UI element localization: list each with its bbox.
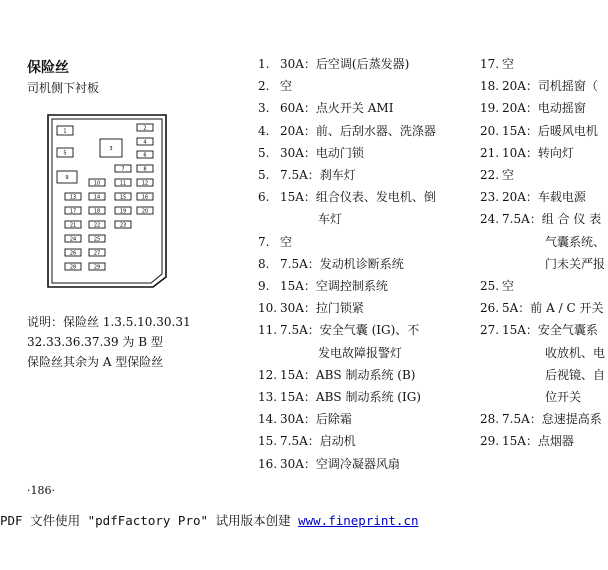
fuse-number: 18. <box>480 79 500 94</box>
fuse-description: 7.5A：刹车灯 <box>280 168 356 182</box>
fuse-list-item <box>318 210 342 227</box>
fuse-description: 20A：前、后刮水器、洗涤器 <box>280 123 436 138</box>
fuse-description: 车灯 <box>318 212 343 227</box>
fuse-slot-label: 26 <box>69 250 77 257</box>
fuse-slot-label: 18 <box>93 208 101 215</box>
fuse-number: 20. <box>480 123 500 138</box>
fuse-list-item <box>480 410 602 427</box>
footer-text: PDF 文件使用 "pdfFactory Pro" 试用版本创建 <box>0 513 299 528</box>
fuse-slot-label: 29 <box>93 264 101 271</box>
fuse-description: 收放机、电 <box>545 345 606 360</box>
fuse-list-item <box>480 144 574 161</box>
fuse-number: 10. <box>258 301 278 316</box>
fuse-list-item <box>258 255 404 272</box>
fuse-box-diagram <box>45 112 170 290</box>
fuse-description: 门未关严报 <box>545 256 606 271</box>
fuse-list-item <box>480 122 598 139</box>
fuse-description: 15A：安全气囊系 <box>502 323 598 338</box>
fuse-slot-label: 23 <box>119 222 127 229</box>
fuse-number: 8. <box>258 256 270 271</box>
fuse-slot-label: 6 <box>143 152 147 159</box>
fuse-list-item <box>545 233 605 250</box>
page-subtitle: 司机侧下衬板 <box>27 81 100 95</box>
fuse-number: 12. <box>258 367 278 382</box>
fuse-description: 20A：车载电源 <box>502 190 586 205</box>
fuse-slot-label: 19 <box>119 208 127 215</box>
fuse-slot-label: 2 <box>143 125 147 132</box>
fuse-list-item <box>258 321 419 338</box>
fuse-number: 23. <box>480 190 500 205</box>
fuse-list-item <box>480 77 598 94</box>
fuse-description: 15A：ABS 制动系统 (B) <box>280 367 416 382</box>
fuse-list-item <box>258 388 421 405</box>
fuse-list-item <box>258 432 356 449</box>
fuse-number: 15. <box>258 434 278 449</box>
fuse-number: 6. <box>258 190 270 205</box>
fuse-slot-label: 25 <box>93 236 101 243</box>
fuse-description: 空 <box>502 168 515 182</box>
fuse-list-item <box>258 144 364 161</box>
fuse-number: 22. <box>480 168 500 182</box>
page-title: 保险丝 <box>27 60 69 76</box>
fuse-slot-label: 3 <box>109 145 113 152</box>
fuse-description: 30A：拉门锁紧 <box>280 301 364 316</box>
fuse-description: 15A：后暖风电机 <box>502 123 598 138</box>
fuse-number: 3. <box>258 101 270 116</box>
fuse-slot-label: 22 <box>93 222 101 229</box>
fuse-number: 5. <box>258 145 270 160</box>
footer-link[interactable]: www.fineprint.cn <box>298 513 419 528</box>
fuse-slot-label: 24 <box>69 236 77 243</box>
fuse-list-item <box>318 344 402 361</box>
fuse-list-item <box>480 432 574 449</box>
page-number: ·186· <box>27 484 55 497</box>
fuse-description: 15A：组合仪表、发电机、倒 <box>280 190 436 205</box>
fuse-number: 11. <box>258 323 278 338</box>
fuse-description: 7.5A：启动机 <box>280 434 356 449</box>
fuse-slot-label: 9 <box>65 174 69 181</box>
fuse-list-item <box>258 166 356 183</box>
fuse-number: 24. <box>480 212 500 227</box>
fuse-number: 21. <box>480 145 500 160</box>
fuse-slot-label: 20 <box>141 208 149 215</box>
fuse-list-item <box>258 99 393 116</box>
fuse-list-item <box>545 388 581 405</box>
fuse-number: 29. <box>480 434 500 449</box>
fuse-description: 7.5A：发动机诊断系统 <box>280 256 404 271</box>
fuse-description: 5A：前 A / C 开关 <box>502 301 604 316</box>
fuse-number: 16. <box>258 456 278 471</box>
fuse-list-item <box>480 210 601 227</box>
fuse-description: 15A：ABS 制动系统 (IG) <box>280 390 421 404</box>
fuse-description: 空 <box>502 279 515 293</box>
note-line-1: 说明：保险丝 1.3.5.10.30.31 <box>27 315 191 329</box>
fuse-list-item <box>258 299 364 316</box>
fuse-list-item <box>258 188 436 205</box>
fuse-list-item <box>258 277 388 294</box>
fuse-list-item <box>545 344 605 361</box>
fuse-list-item <box>480 299 603 316</box>
fuse-description: 后视镜、自 <box>545 367 606 382</box>
fuse-description: 空 <box>280 79 293 94</box>
fuse-list-item <box>480 277 514 294</box>
fuse-list-item <box>545 366 605 383</box>
fuse-number: 2. <box>258 79 270 94</box>
fuse-list-item <box>258 55 409 72</box>
pdf-footer <box>0 511 419 529</box>
fuse-description: 30A：后空调(后蒸发器) <box>280 57 410 71</box>
fuse-slot-label: 1 <box>63 128 67 135</box>
fuse-slot-label: 13 <box>69 194 77 201</box>
fuse-description: 15A：空调控制系统 <box>280 279 388 293</box>
fuse-description: 7.5A：安全气囊 (IG)、不 <box>280 323 420 338</box>
fuse-slot-label: 21 <box>69 222 77 229</box>
fuse-description: 7.5A：组 合 仪 表 <box>502 212 602 227</box>
fuse-slot-label: 28 <box>69 264 77 271</box>
note-line-2: 32.33.36.37.39 为 B 型 <box>27 335 163 349</box>
fuse-slot-label: 7 <box>121 166 125 173</box>
fuse-description: 7.5A：怠速提高系 <box>502 412 602 427</box>
fuse-number: 5. <box>258 168 270 182</box>
fuse-description: 气囊系统、 <box>545 234 606 249</box>
fuse-slot-label: 11 <box>119 180 127 187</box>
fuse-slot-label: 12 <box>141 180 149 187</box>
fuse-slot-label: 4 <box>143 139 147 146</box>
fuse-number: 27. <box>480 323 500 338</box>
fuse-number: 25. <box>480 279 500 293</box>
fuse-description: 20A：司机摇窗（ <box>502 79 598 94</box>
fuse-description: 30A：电动门锁 <box>280 145 364 160</box>
fuse-number: 19. <box>480 101 500 116</box>
fuse-list-item <box>258 455 400 472</box>
fuse-description: 位开关 <box>545 390 582 404</box>
fuse-list-item <box>480 166 514 183</box>
fuse-slot-label: 5 <box>63 150 67 157</box>
fuse-list-item <box>545 255 605 272</box>
fuse-number: 28. <box>480 412 500 427</box>
fuse-list-item <box>480 99 586 116</box>
fuse-description: 30A：空调冷凝器风扇 <box>280 456 400 471</box>
fuse-slot-label: 14 <box>93 194 101 201</box>
fuse-slot-label: 10 <box>93 180 101 187</box>
fuse-list-item <box>480 321 598 338</box>
fuse-list-item <box>258 233 292 250</box>
fuse-description: 空 <box>502 57 515 71</box>
fuse-number: 14. <box>258 412 278 427</box>
fuse-slot-label: 27 <box>93 250 101 257</box>
fuse-list-item <box>258 122 436 139</box>
fuse-slot-label: 15 <box>119 194 127 201</box>
note-line-3: 保险丝其余为 A 型保险丝 <box>27 355 164 369</box>
fuse-number: 9. <box>258 279 270 293</box>
fuse-slot-label: 17 <box>69 208 77 215</box>
fuse-description: 10A：转向灯 <box>502 145 574 160</box>
fuse-number: 26. <box>480 301 500 316</box>
fuse-description: 15A：点烟器 <box>502 434 574 449</box>
fuse-description: 20A：电动摇窗 <box>502 101 586 116</box>
fuse-number: 13. <box>258 390 278 404</box>
fuse-slot-label: 8 <box>143 166 147 173</box>
fuse-number: 1. <box>258 57 270 71</box>
fuse-number: 7. <box>258 234 270 249</box>
fuse-list-item <box>258 410 352 427</box>
fuse-description: 30A：后除霜 <box>280 412 352 427</box>
fuse-list-item <box>258 366 415 383</box>
fuse-number: 17. <box>480 57 500 71</box>
fuse-number: 4. <box>258 123 270 138</box>
fuse-description: 60A：点火开关 AMI <box>280 101 394 116</box>
fuse-slot-label: 16 <box>141 194 149 201</box>
fuse-list-item <box>480 55 514 72</box>
fuse-description: 发电故障报警灯 <box>318 345 403 360</box>
fuse-list-item <box>258 77 292 94</box>
fuse-description: 空 <box>280 234 293 249</box>
fuse-list-item <box>480 188 586 205</box>
